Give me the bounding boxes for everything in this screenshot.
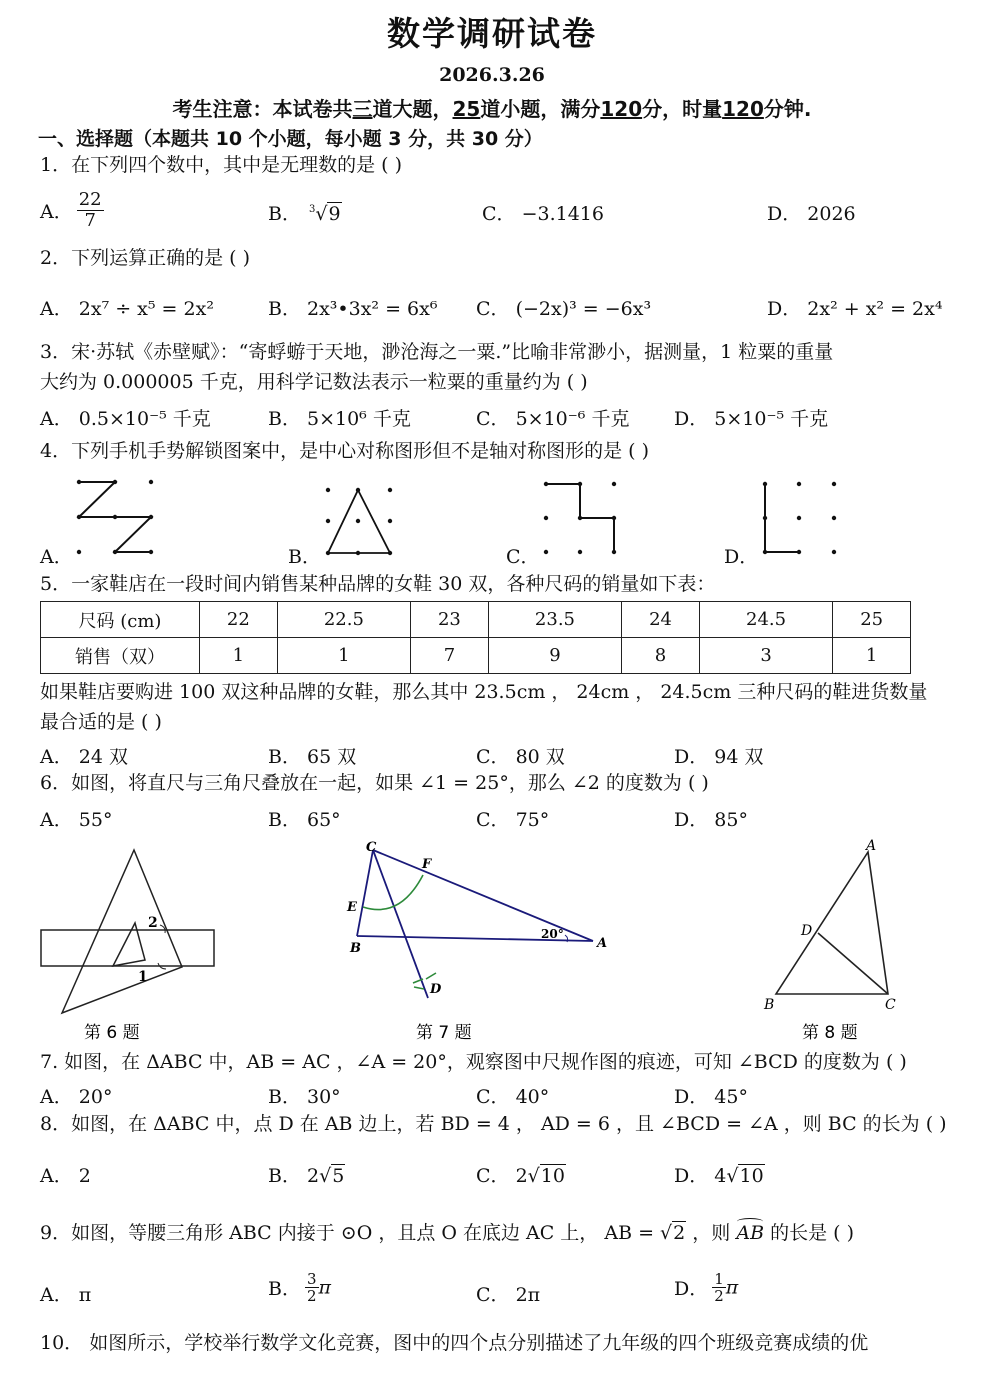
table-header-sales: 销售（双）	[41, 638, 200, 674]
q6-option-c: C． 75°	[476, 809, 550, 831]
notice-time: 120	[722, 97, 764, 121]
stem-text: 9．如图，等腰三角形 ABC 内接于 ⊙O ，且点 O 在底边 AC 上， AB =	[40, 1222, 661, 1244]
figure-8	[763, 838, 896, 1043]
shoe-sales-table	[40, 601, 911, 674]
radical-sign: √	[660, 1222, 673, 1244]
q9-option-d	[674, 1271, 738, 1304]
q6-option-d: D． 85°	[674, 809, 748, 831]
table-cell: 22.5	[277, 602, 410, 638]
angle-label-2: 2	[148, 915, 158, 931]
table-cell: 1	[277, 638, 410, 674]
notice-score: 120	[600, 97, 643, 121]
option-label: D． 4	[674, 1165, 727, 1187]
label-a: A	[597, 936, 608, 951]
q5-option-c: C． 80 双	[476, 746, 565, 768]
radicand: 2	[673, 1222, 686, 1244]
arc-ab	[736, 1221, 764, 1245]
notice-text: 考生注意：本试卷共	[172, 97, 353, 121]
option-label: A．	[40, 201, 73, 223]
denominator: 2	[714, 1287, 724, 1305]
q5-option-d: D． 94 双	[674, 746, 764, 768]
radicand: 10	[739, 1165, 764, 1187]
table-cell: 23.5	[488, 602, 621, 638]
pi-symbol: π	[725, 1276, 739, 1299]
stem-text: 的长是 ( )	[764, 1222, 854, 1244]
table-cell: 8	[622, 638, 700, 674]
option-label: B． 2	[268, 1165, 320, 1187]
table-cell: 24	[622, 602, 700, 638]
option-label: C． 2	[476, 1165, 528, 1187]
pattern-a	[77, 480, 153, 554]
table-cell: 3	[699, 638, 832, 674]
q1-option-d: D． 2026	[767, 203, 856, 225]
q2-option-c: C． (−2x)³ = −6x³	[476, 298, 652, 320]
notice-text: 道大题，	[372, 97, 453, 121]
pattern-d	[763, 482, 836, 554]
question-1-stem: 1．在下列四个数中，其中是无理数的是 ( )	[40, 154, 402, 176]
notice-sections: 三	[352, 97, 373, 121]
question-10-stem: 10． 如图所示，学校举行数学文化竞赛，图中的四个点分别描述了九年级的四个班级竞赛成绩的优	[40, 1332, 869, 1354]
table-cell: 7	[411, 638, 489, 674]
radicand: 10	[540, 1165, 565, 1187]
table-cell: 22	[200, 602, 278, 638]
question-5-stem: 5．一家鞋店在一段时间内销售某种品牌的女鞋 30 双，各种尺码的销量如下表：	[40, 573, 716, 595]
notice-text: 分，时量	[642, 97, 723, 121]
radicand: 5	[332, 1165, 345, 1187]
q2-option-b: B． 2x³•3x² = 6x⁶	[268, 298, 438, 320]
notice-count: 25	[452, 97, 481, 121]
question-8-stem: 8．如图，在 ΔABC 中，点 D 在 AB 边上，若 BD = 4 ， AD = 6 ，且 ∠BCD = ∠A ，则 BC 的长为 ( )	[40, 1113, 947, 1135]
triangle-outer	[62, 850, 182, 1013]
table-row	[41, 602, 911, 638]
q2-option-d: D． 2x² + x² = 2x⁴	[767, 298, 943, 320]
question-6-stem: 6．如图，将直尺与三角尺叠放在一起，如果 ∠1 = 25°，那么 ∠2 的度数为 ( )	[40, 772, 709, 794]
q4-pattern-figures	[0, 470, 984, 570]
numerator: 1	[714, 1270, 724, 1288]
q7-option-d: D． 45°	[674, 1086, 748, 1108]
exam-date: 2026.3.26	[439, 64, 545, 86]
root-index: 3	[308, 204, 316, 215]
option-label: D．	[674, 1278, 709, 1300]
pi-symbol: π	[318, 1276, 332, 1299]
q5-option-a: A． 24 双	[40, 746, 128, 768]
q6-option-b: B． 65°	[268, 809, 341, 831]
question-5-line1: 如果鞋店要购进 100 双这种品牌的女鞋，那么其中 23.5cm ， 24cm ， 24.5cm 三种尺码的鞋进货数量	[40, 681, 928, 703]
fraction	[712, 1271, 726, 1304]
option-label: B．	[268, 203, 301, 225]
q4-option-c-label: C．	[506, 546, 540, 568]
q7-option-c: C． 40°	[476, 1086, 550, 1108]
label-b: B	[350, 941, 361, 956]
label-f: F	[422, 857, 432, 872]
numerator: 3	[306, 1270, 317, 1288]
figure-6-caption: 第 6 题	[84, 1023, 140, 1043]
ruler	[41, 930, 214, 966]
figure-8-caption: 第 8 题	[802, 1023, 858, 1043]
label-a: A	[866, 838, 877, 854]
q2-option-a: A． 2x⁷ ÷ x⁵ = 2x²	[40, 298, 214, 320]
q8-option-a: A． 2	[40, 1165, 91, 1187]
q3-option-c: C． 5×10⁻⁶ 千克	[476, 408, 630, 430]
table-cell: 1	[200, 638, 278, 674]
exam-notice	[0, 93, 984, 122]
angle-label: 20°	[541, 927, 564, 941]
notice-text: 道小题，满分	[480, 97, 601, 121]
figure-7	[346, 840, 607, 1043]
q6-option-a: A． 55°	[40, 809, 113, 831]
q1-option-b	[268, 199, 342, 226]
q3-option-a: A． 0.5×10⁻⁵ 千克	[40, 408, 211, 430]
angle-2-arc	[160, 925, 165, 933]
radical-sign: √	[726, 1165, 739, 1187]
figure-7-caption: 第 7 题	[416, 1023, 472, 1043]
q1-option-c: C． −3.1416	[482, 203, 604, 225]
arc-label: AB	[736, 1222, 765, 1244]
question-2-stem: 2．下列运算正确的是 ( )	[40, 247, 250, 269]
section-heading: 一、选择题（本题共 10 个小题，每小题 3 分，共 30 分）	[38, 128, 543, 150]
label-e: E	[347, 900, 357, 915]
question-9-stem	[40, 1221, 854, 1245]
table-cell: 24.5	[699, 602, 832, 638]
radical-sign: √	[527, 1165, 540, 1187]
q4-option-b-label: B．	[288, 546, 321, 568]
label-d: D	[801, 923, 813, 939]
q7-option-a: A． 20°	[40, 1086, 113, 1108]
q3-option-d: D． 5×10⁻⁵ 千克	[674, 408, 829, 430]
page-title: 数学调研试卷	[387, 14, 597, 53]
q9-option-c: C． 2π	[476, 1284, 541, 1306]
radical-sign: √	[315, 203, 328, 225]
q9-option-b	[268, 1271, 331, 1304]
label-b: B	[764, 997, 775, 1013]
q7-option-b: B． 30°	[268, 1086, 341, 1108]
table-cell: 25	[833, 602, 911, 638]
table-header-size: 尺码 (cm)	[41, 602, 200, 638]
label-c: C	[366, 840, 377, 855]
q5-option-b: B． 65 双	[268, 746, 357, 768]
question-5-line2: 最合适的是 ( )	[40, 711, 162, 733]
pattern-b	[326, 488, 392, 555]
fraction	[305, 1271, 319, 1304]
radicand: 9	[328, 203, 341, 225]
angle-label-1: 1	[138, 969, 148, 985]
q4-option-a-label: A．	[40, 546, 73, 568]
fraction	[77, 190, 104, 231]
q9-option-a: A． π	[40, 1284, 92, 1306]
radical-sign: √	[319, 1165, 332, 1187]
q1-option-a	[40, 190, 104, 231]
q8-option-b	[268, 1161, 345, 1188]
denominator: 2	[306, 1287, 317, 1305]
option-label: B．	[268, 1278, 301, 1300]
table-cell: 23	[411, 602, 489, 638]
q4-option-d-label: D．	[724, 546, 759, 568]
notice-text: 分钟.	[763, 97, 812, 121]
question-3-line1: 3．宋·苏轼《赤壁赋》：“寄蜉蝣于天地，渺沧海之一粟.”比喻非常渺小，据测量，1 粒粟的重量	[40, 341, 834, 363]
figures-row	[0, 835, 984, 1050]
table-cell: 1	[833, 638, 911, 674]
figure-6	[41, 850, 214, 1043]
numerator: 22	[78, 189, 102, 210]
label-c: C	[885, 997, 896, 1013]
table-cell: 9	[488, 638, 621, 674]
denominator: 7	[84, 210, 96, 231]
table-row	[41, 638, 911, 674]
label-d: D	[430, 982, 442, 997]
question-4-stem: 4．下列手机手势解锁图案中，是中心对称图形但不是轴对称图形的是 ( )	[40, 440, 649, 462]
question-3-line2: 大约为 0.000005 千克，用科学记数法表示一粒粟的重量约为 ( )	[40, 371, 588, 393]
q8-option-c	[476, 1161, 566, 1188]
q8-option-d	[674, 1161, 765, 1188]
question-7-stem: 7. 如图，在 ΔABC 中，AB = AC ，∠A = 20°，观察图中尺规作图的痕迹，可知 ∠BCD 的度数为 ( )	[40, 1051, 907, 1073]
stem-text: ，则	[686, 1222, 737, 1244]
pattern-c	[544, 482, 616, 554]
q3-option-b: B． 5×10⁶ 千克	[268, 408, 411, 430]
